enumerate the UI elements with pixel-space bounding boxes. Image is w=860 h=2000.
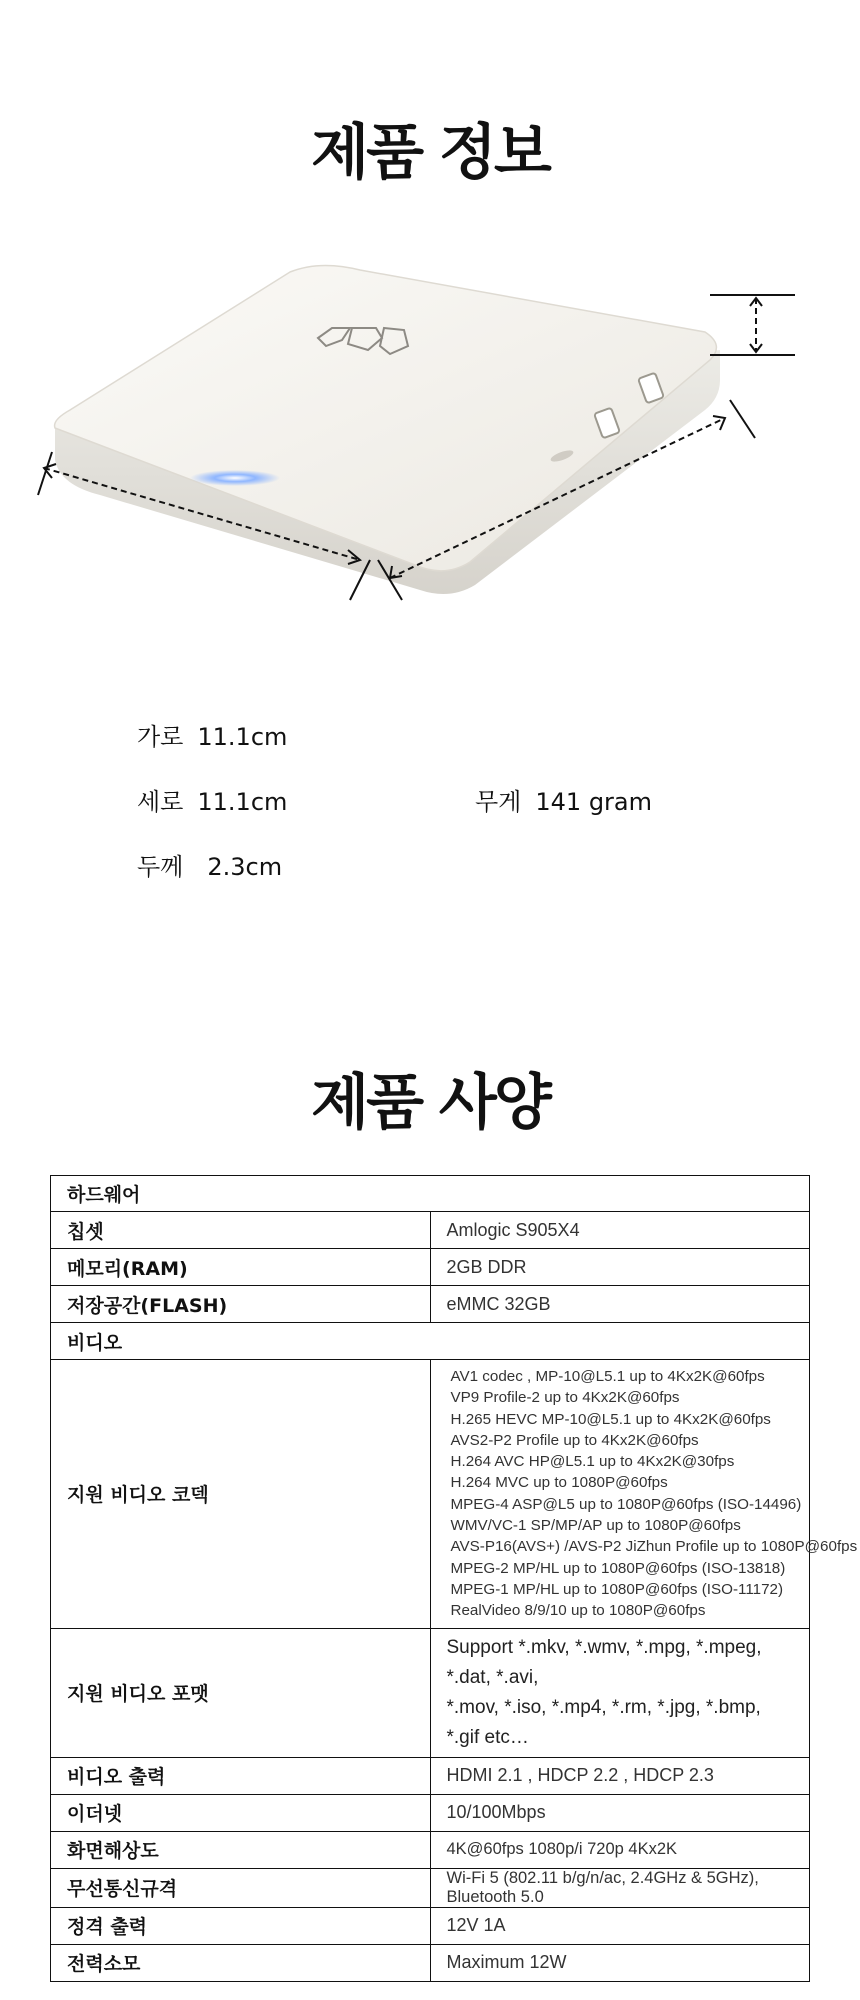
dim-weight-label: 무게 xyxy=(475,788,522,816)
codec-item: MPEG-4 ASP@L5 up to 1080P@60fps (ISO-14496) xyxy=(450,1495,802,1513)
storage-value: eMMC 32GB xyxy=(430,1286,810,1323)
device-top xyxy=(55,265,717,570)
formats-line-1: Support *.mkv, *.wmv, *.mpg, *.mpeg, *.dat, *.avi, xyxy=(446,1636,762,1688)
chipset-label: 칩셋 xyxy=(51,1212,431,1249)
wireless-label: 무선통신규격 xyxy=(51,1868,431,1907)
dim-thickness-label: 두께 xyxy=(137,853,184,881)
codec-item: H.264 MVC up to 1080P@60fps xyxy=(450,1474,668,1492)
ram-value: 2GB DDR xyxy=(430,1249,810,1286)
spec-table xyxy=(50,1175,858,1982)
codec-item: MPEG-2 MP/HL up to 1080P@60fps (ISO-13818) xyxy=(450,1559,786,1577)
codec-item: MPEG-1 MP/HL up to 1080P@60fps (ISO-11172) xyxy=(450,1580,784,1598)
ram-label: 메모리(RAM) xyxy=(51,1249,431,1286)
table-row xyxy=(51,1360,810,1629)
codec-item: AVS-P16(AVS+) /AVS-P2 JiZhun Profile up to 1080P@60fps xyxy=(450,1538,858,1556)
table-row xyxy=(51,1176,810,1212)
video-header: 비디오 xyxy=(51,1323,810,1360)
video-output-value: HDMI 2.1 , HDCP 2.2 , HDCP 2.3 xyxy=(430,1757,810,1794)
storage-label: 저장공간(FLASH) xyxy=(51,1286,431,1323)
dim-length-value: 11.1cm xyxy=(197,788,288,816)
dim-length xyxy=(137,782,287,817)
resolution-value: 4K@60fps 1080p/i 720p 4Kx2K xyxy=(430,1831,810,1868)
resolution-label: 화면해상도 xyxy=(51,1831,431,1868)
codecs-list xyxy=(430,1360,858,1629)
table-row xyxy=(51,1944,810,1981)
wireless-value: Wi-Fi 5 (802.11 b/g/n/ac, 2.4GHz & 5GHz), Bluetooth 5.0 xyxy=(430,1868,810,1907)
formats-label: 지원 비디오 포맷 xyxy=(51,1628,431,1757)
dim-width xyxy=(137,717,287,752)
product-image xyxy=(30,260,830,700)
table-row xyxy=(51,1831,810,1868)
formats-line-2: *.mov, *.iso, *.mp4, *.rm, *.jpg, *.bmp, *.gif etc… xyxy=(446,1696,761,1748)
table-row xyxy=(51,1249,810,1286)
ethernet-value: 10/100Mbps xyxy=(430,1794,810,1831)
hardware-header: 하드웨어 xyxy=(51,1176,810,1212)
codec-item: AV1 codec , MP-10@L5.1 up to 4Kx2K@60fps xyxy=(450,1368,765,1385)
led-glow xyxy=(190,470,280,486)
power-consumption-value: Maximum 12W xyxy=(430,1944,810,1981)
dim-weight-value: 141 gram xyxy=(535,788,652,816)
power-consumption-label: 전력소모 xyxy=(51,1944,431,1981)
codec-item: AVS2-P2 Profile up to 4Kx2K@60fps xyxy=(450,1431,699,1449)
dim-thickness-value: 2.3cm xyxy=(207,853,283,881)
formats-value xyxy=(430,1628,810,1757)
codec-item: VP9 Profile-2 up to 4Kx2K@60fps xyxy=(450,1389,680,1407)
power-rating-label: 정격 출력 xyxy=(51,1907,431,1944)
codecs-label: 지원 비디오 코덱 xyxy=(51,1360,431,1629)
table-row xyxy=(51,1907,810,1944)
dim-width-value: 11.1cm xyxy=(197,723,288,751)
dim-thickness xyxy=(137,847,282,882)
dim-weight xyxy=(475,782,652,817)
dim-length-label: 세로 xyxy=(137,788,184,816)
codec-item: H.264 AVC HP@L5.1 up to 4Kx2K@30fps xyxy=(450,1453,735,1471)
codec-item: H.265 HEVC MP-10@L5.1 up to 4Kx2K@60fps xyxy=(450,1410,771,1428)
table-row xyxy=(51,1757,810,1794)
table-row xyxy=(51,1628,810,1757)
product-spec-title: 제품 사양 xyxy=(311,1068,549,1138)
table-row xyxy=(51,1212,810,1249)
codec-item: WMV/VC-1 SP/MP/AP up to 1080P@60fps xyxy=(450,1517,741,1535)
table-row xyxy=(51,1286,810,1323)
video-output-label: 비디오 출력 xyxy=(51,1757,431,1794)
codec-item: RealVideo 8/9/10 up to 1080P@60fps xyxy=(450,1602,706,1620)
product-info-title: 제품 정보 xyxy=(311,118,549,188)
ethernet-label: 이더넷 xyxy=(51,1794,431,1831)
table-row xyxy=(51,1323,810,1360)
table-row xyxy=(51,1794,810,1831)
power-rating-value: 12V 1A xyxy=(430,1907,810,1944)
chipset-value: Amlogic S905X4 xyxy=(430,1212,810,1249)
table-row xyxy=(51,1868,810,1907)
dim-width-label: 가로 xyxy=(137,723,184,751)
